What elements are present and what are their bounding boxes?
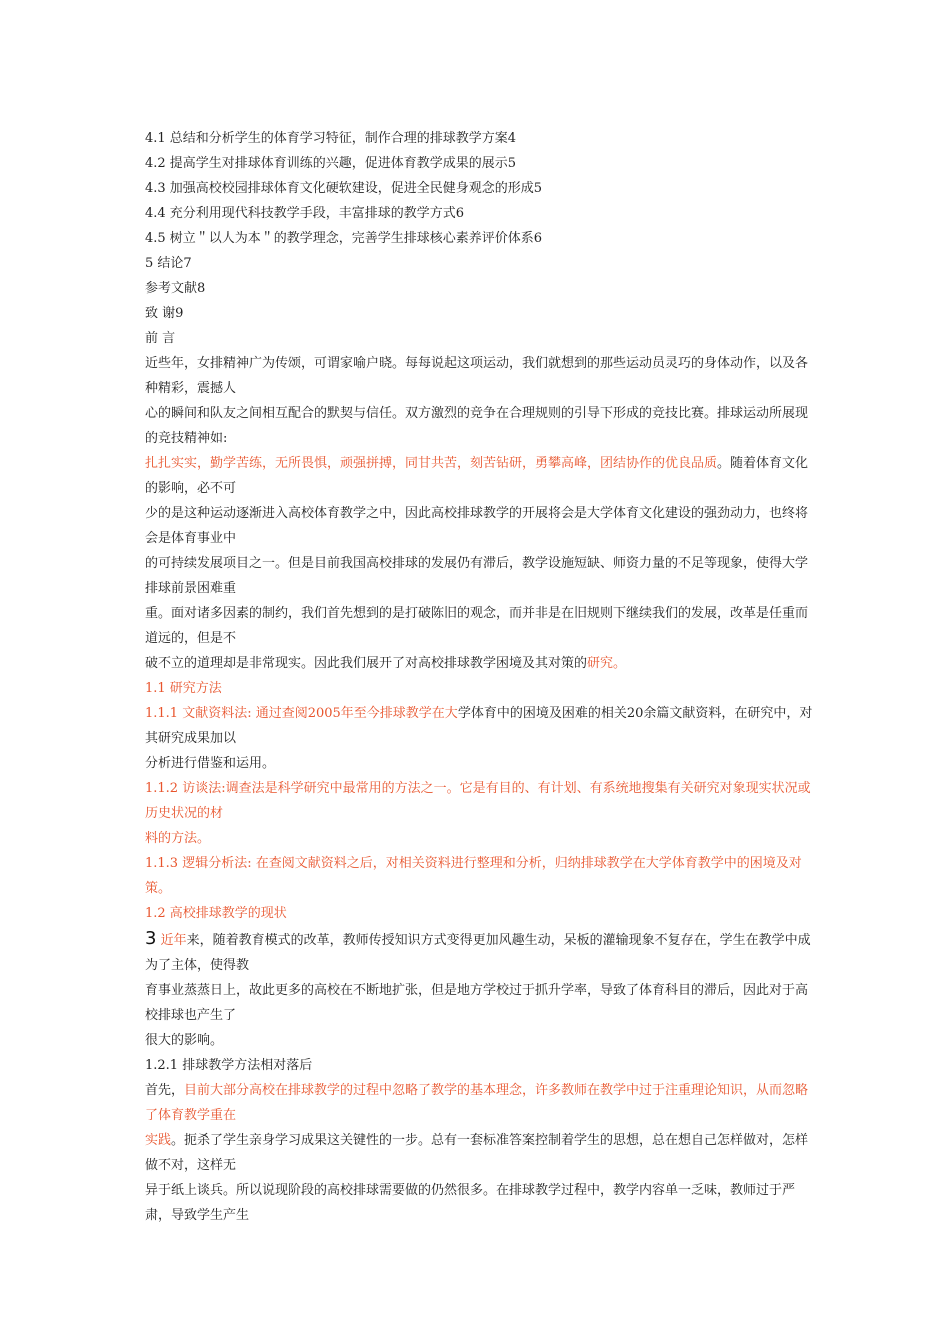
highlighted-text: 研究。 — [587, 656, 627, 671]
highlighted-text: 近年 — [160, 933, 187, 948]
toc-item-conclusion: 5 结论7 — [145, 256, 192, 271]
toc-item-4-2: 4.2 提高学生对排球体育训练的兴趣，促进体育教学成果的展示5 — [145, 156, 517, 171]
status-heading: 1.2 高校排球教学的现状 — [145, 906, 287, 921]
toc-item-acknowledgements: 致 谢9 — [145, 306, 184, 321]
method-2-line-1: 1.1.2 访谈法:调查法是科学研究中最常用的方法之一。它是有目的、有计划、有系统地搜集有关研究对象现实状况或历史状况的材 — [145, 781, 811, 821]
large-number: 3 — [145, 928, 157, 949]
body-text: 学体育中的困境及困难的相关20余篇文献资料，在研究中，对其研究成果加以 — [145, 706, 813, 746]
toc-item-4-4: 4.4 充分利用现代科技教学手段，丰富排球的教学方式6 — [145, 206, 465, 221]
highlighted-text: 扎扎实实，勤学苦练，无所畏惧，顽强拼搏，同甘共苦，刻苦钻研，勇攀高峰，团结协作的优良品质 — [145, 456, 718, 471]
toc-item-4-5: 4.5 树立＂以人为本＂的教学理念，完善学生排球核心素养评价体系6 — [145, 231, 543, 246]
method-3: 1.1.3 逻辑分析法: 在查阅文献资料之后，对相关资料进行整理和分析，归纳排球教学在大学体育教学中的困境及对策。 — [145, 856, 802, 896]
body-text: 来，随着教育模式的改革，教师传授知识方式变得更加风趣生动，呆板的灌输现象不复存在，学生在教学中成为了主体，使得教 — [145, 933, 811, 973]
preface-line-5: 的可持续发展项目之一。但是目前我国高校排球的发展仍有滞后，教学设施短缺、师资力量的不足等现象，使得大学排球前景困难重 — [145, 556, 809, 596]
preface-heading: 前 言 — [145, 331, 176, 346]
teaching-line-1 — [145, 1078, 813, 1128]
status-line-2: 育事业蒸蒸日上，故此更多的高校在不断地扩张，但是地方学校过于抓升学率，导致了体育科目的滞后，因此对于高校排球也产生了 — [145, 983, 809, 1023]
subsection-heading: 1.2.1 排球教学方法相对落后 — [145, 1058, 313, 1073]
preface-line-7 — [145, 651, 813, 676]
preface-line-2: 心的瞬间和队友之间相互配合的默契与信任。双方激烈的竞争在合理规则的引导下形成的竞技比赛。排球运动所展现的竞技精神如: — [145, 406, 809, 446]
highlighted-text: 1.1.1 文献资料法: 通过查阅2005年至今排球教学在大 — [145, 706, 458, 721]
preface-line-4: 少的是这种运动逐渐进入高校体育教学之中，因此高校排球教学的开展将会是大学体育文化建设的强劲动力，也终将会是体育事业中 — [145, 506, 809, 546]
toc-item-4-1: 4.1 总结和分析学生的体育学习特征，制作合理的排球教学方案4 — [145, 131, 517, 146]
body-text: 破不立的道理却是非常现实。因此我们展开了对高校排球教学困境及其对策的 — [145, 656, 588, 671]
status-line-3: 很大的影响。 — [145, 1033, 224, 1048]
preface-line-1: 近些年，女排精神广为传颂，可谓家喻户晓。每每说起这项运动，我们就想到的那些运动员灵巧的身体动作，以及各种精彩，震撼人 — [145, 356, 809, 396]
document-body — [145, 126, 813, 1228]
toc-item-references: 参考文献8 — [145, 281, 206, 296]
body-text: 。扼杀了学生亲身学习成果这关键性的一步。总有一套标准答案控制着学生的思想，总在想自己怎样做对，怎样做不对，这样无 — [145, 1133, 809, 1173]
teaching-line-2 — [145, 1128, 813, 1178]
method-1-line-1 — [145, 701, 813, 751]
methods-heading: 1.1 研究方法 — [145, 681, 222, 696]
preface-line-3 — [145, 451, 813, 501]
highlighted-text: 实践 — [145, 1133, 172, 1148]
status-line-1 — [145, 926, 813, 978]
teaching-line-3: 异于纸上谈兵。所以说现阶段的高校排球需要做的仍然很多。在排球教学过程中，教学内容单一乏味，教师过于严肃，导致学生产生 — [145, 1183, 796, 1223]
body-text: 。随着体育文化的影响，必不可 — [145, 456, 809, 496]
method-2-line-2: 料的方法。 — [145, 831, 211, 846]
highlighted-text: 目前大部分高校在排球教学的过程中忽略了教学的基本理念，许多教师在教学中过于注重理论知识，从而忽略了体育教学重在 — [145, 1083, 809, 1123]
toc-item-4-3: 4.3 加强高校校园排球体育文化硬软建设，促进全民健身观念的形成5 — [145, 181, 543, 196]
body-text: 首先， — [145, 1083, 185, 1098]
method-1-line-2: 分析进行借鉴和运用。 — [145, 756, 276, 771]
table-of-contents — [145, 126, 813, 326]
preface-line-6: 重。面对诸多因素的制约，我们首先想到的是打破陈旧的观念，而并非是在旧规则下继续我们的发展，改革是任重而道远的，但是不 — [145, 606, 809, 646]
